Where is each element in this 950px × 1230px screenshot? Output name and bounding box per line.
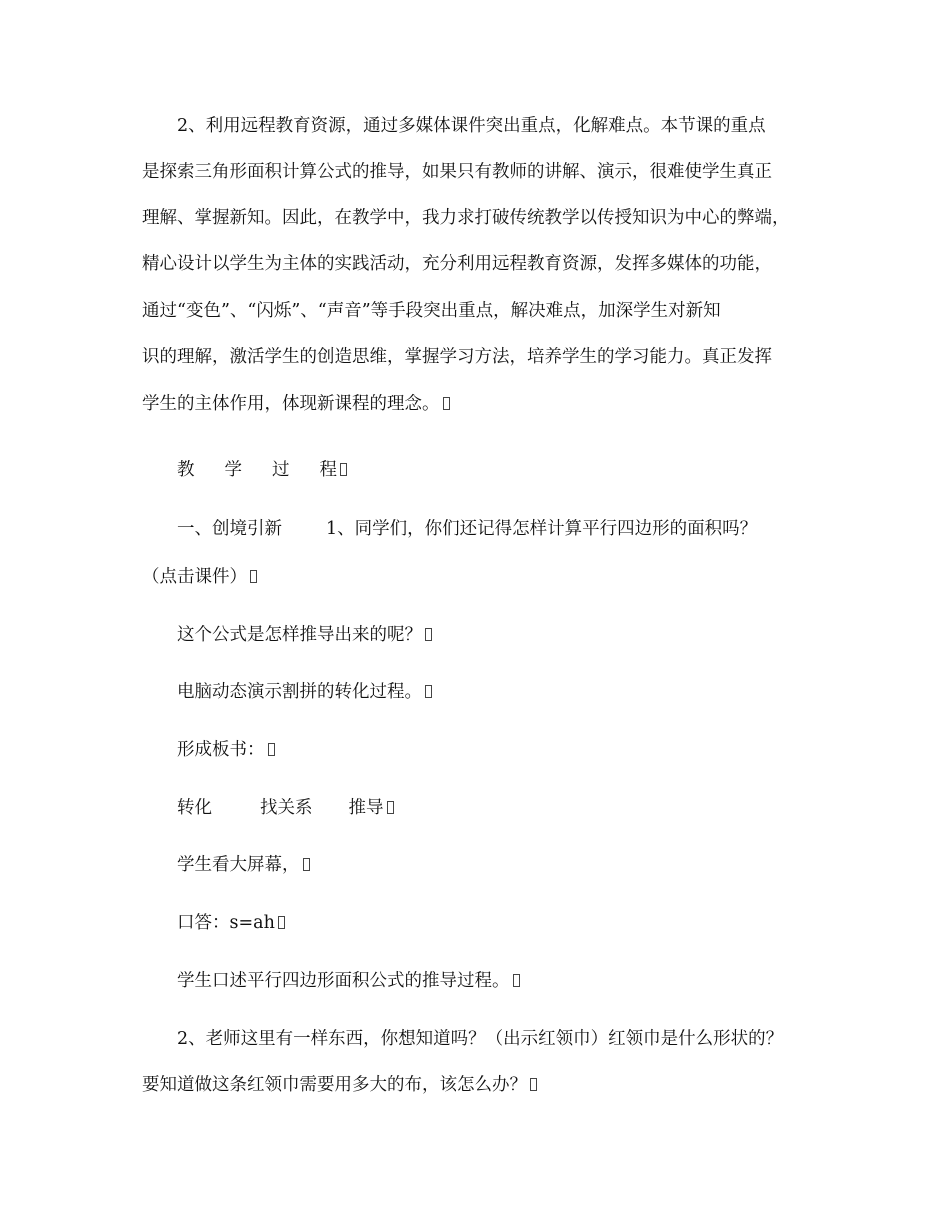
paragraph-2-line-2 <box>142 1073 537 1097</box>
paragraph-mark-icon <box>530 1078 537 1091</box>
paragraph-1-line-7 <box>142 392 450 416</box>
text-line: 要知道做这条红领巾需要用多大的布，该怎么办？ <box>142 1075 527 1095</box>
board-steps <box>177 796 394 820</box>
watch-line <box>177 853 310 877</box>
heading-char: 程 <box>319 460 337 480</box>
section-1-question-tail <box>142 565 257 589</box>
text-line: 口答：s=ah <box>177 913 275 933</box>
board-step: 推导 <box>348 798 384 818</box>
demo-line <box>177 680 432 704</box>
paragraph-1-line-6 <box>142 345 772 369</box>
paragraph-mark-icon <box>303 858 310 871</box>
section-heading <box>177 458 347 482</box>
heading-char: 教 <box>177 460 195 480</box>
section-1-question: 1、同学们，你们还记得怎样计算平行四边形的面积吗？ <box>326 519 758 539</box>
text-line: 学生的主体作用，体现新课程的理念。 <box>142 394 440 414</box>
paragraph-1-line-3 <box>142 206 790 230</box>
paragraph-mark-icon <box>268 743 275 756</box>
formula-question <box>177 623 432 647</box>
paragraph-mark-icon <box>340 463 347 476</box>
paragraph-mark-icon <box>513 974 520 987</box>
text-line: （点击课件） <box>142 567 247 587</box>
text-line: 理解、掌握新知。因此，在教学中，我力求打破传统教学以传授知识为中心的弊端， <box>142 208 790 228</box>
text-line: 2、利用远程教育资源，通过多媒体课件突出重点，化解难点。本节课的重点 <box>177 116 766 136</box>
paragraph-mark-icon <box>443 397 450 410</box>
paragraph-1-line-5 <box>142 299 721 323</box>
board-line <box>177 738 275 762</box>
heading-char: 学 <box>224 460 242 480</box>
answer-line <box>177 911 285 935</box>
paragraph-mark-icon <box>425 685 432 698</box>
paragraph-1-line-2 <box>142 160 772 184</box>
paragraph-2-line-1 <box>177 1027 783 1051</box>
heading-char: 过 <box>272 460 290 480</box>
text-line: 2、老师这里有一样东西，你想知道吗？（出示红领巾）红领巾是什么形状的？ <box>177 1029 784 1049</box>
paragraph-1-line-1 <box>177 114 766 138</box>
text-line: 识的理解，激活学生的创造思维，掌握学习方法，培养学生的学习能力。真正发挥 <box>142 347 772 367</box>
paragraph-mark-icon <box>387 801 394 814</box>
retell-line <box>177 969 520 993</box>
text-line: 通过“变色”、“闪烁”、“声音”等手段突出重点，解决难点，加深学生对新知 <box>142 301 721 321</box>
paragraph-mark-icon <box>425 628 432 641</box>
paragraph-mark-icon <box>250 570 257 583</box>
paragraph-mark-icon <box>278 916 285 929</box>
text-line: 形成板书： <box>177 740 265 760</box>
text-line: 精心设计以学生为主体的实践活动，充分利用远程教育资源，发挥多媒体的功能， <box>142 254 772 274</box>
text-line: 电脑动态演示割拼的转化过程。 <box>177 682 422 702</box>
paragraph-1-line-4 <box>142 252 772 276</box>
board-step: 转化 <box>177 798 212 818</box>
section-1-title: 一、创境引新 <box>177 519 282 539</box>
board-step: 找关系 <box>260 798 313 818</box>
text-line: 这个公式是怎样推导出来的呢？ <box>177 625 422 645</box>
text-line: 学生口述平行四边形面积公式的推导过程。 <box>177 971 510 991</box>
text-line: 是探索三角形面积计算公式的推导，如果只有教师的讲解、演示，很难使学生真正 <box>142 162 772 182</box>
text-line: 学生看大屏幕， <box>177 855 300 875</box>
section-1-line <box>177 517 757 541</box>
